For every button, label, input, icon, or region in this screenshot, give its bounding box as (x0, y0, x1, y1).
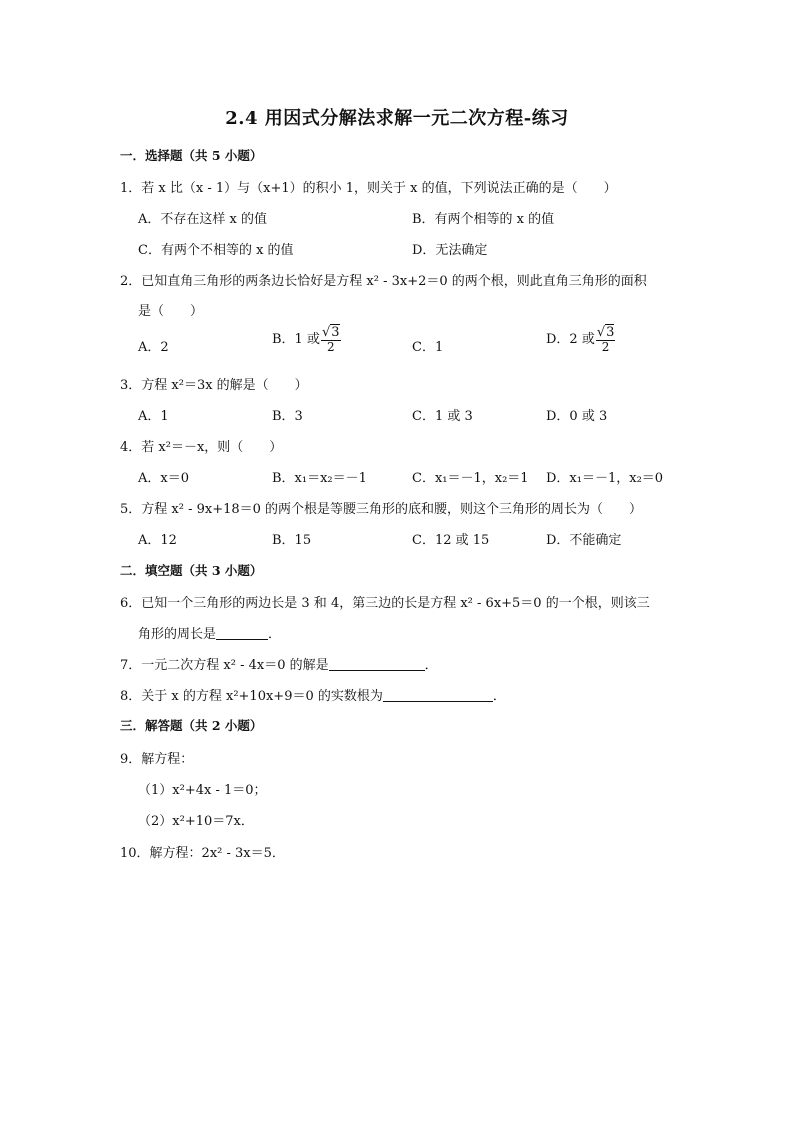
question-3-option-c: C．1 或 3 (412, 409, 473, 424)
question-8-text: 8．关于 x 的方程 x²+10x+9＝0 的实数根为 (120, 689, 383, 704)
question-5-option-b: B．15 (272, 533, 312, 548)
question-2-option-d-prefix: D．2 或 (546, 332, 595, 348)
question-2-option-a: A．2 (138, 340, 169, 355)
question-2-option-b (272, 326, 341, 353)
question-9-part-2: （2）x²+10＝7x． (138, 814, 254, 829)
question-6-end: ． (268, 627, 282, 642)
question-1-stem: 1．若 x 比（x - 1）与（x+1）的积小 1，则关于 x 的值，下列说法正确的是（ ） (120, 181, 617, 196)
answer-blank (216, 627, 268, 640)
question-7-text: 7．一元二次方程 x² - 4x＝0 的解是 (120, 658, 329, 673)
fraction-denominator: 2 (326, 339, 335, 354)
question-5-option-c: C．12 或 15 (412, 533, 490, 548)
question-2-option-b-prefix: B．1 或 (272, 332, 320, 348)
question-4-stem: 4．若 x²＝－x，则（ ） (120, 440, 283, 455)
question-1-option-a: A．不存在这样 x 的值 (138, 212, 267, 227)
question-3-stem: 3．方程 x²＝3x 的解是（ ） (120, 378, 308, 393)
section-heading-fill-blank: 二．填空题（共 3 小题） (120, 563, 263, 578)
question-10-stem: 10．解方程：2x² - 3x＝5． (120, 846, 285, 861)
sqrt3-over-2-fraction: $\frac{√3}{2}$ (321, 325, 340, 354)
question-3-option-d: D．0 或 3 (546, 409, 608, 424)
question-3-option-b: B．3 (272, 409, 303, 424)
section-heading-solve: 三．解答题（共 2 小题） (120, 718, 263, 733)
question-9-stem: 9．解方程： (120, 752, 194, 767)
question-6-stem-line1: 6．已知一个三角形的两边长是 3 和 4，第三边的长是方程 x² - 6x+5＝0 的一个根，则该三 (120, 596, 650, 611)
fraction-denominator: 2 (601, 339, 610, 354)
question-5-option-d: D．不能确定 (546, 533, 622, 548)
question-4-option-b: B．x₁＝x₂＝－1 (272, 471, 367, 486)
question-6-stem-line2 (138, 623, 281, 642)
question-2-stem-line2: 是（ ） (138, 304, 204, 319)
question-5-stem: 5．方程 x² - 9x+18＝0 的两个根是等腰三角形的底和腰，则这个三角形的周长为（ ） (120, 502, 643, 517)
question-7-end: ． (424, 658, 438, 673)
question-7-stem (120, 654, 438, 673)
question-2-option-d (546, 326, 615, 353)
question-2-stem-line1: 2．已知直角三角形的两条边长恰好是方程 x² - 3x+2＝0 的两个根，则此直角三角形的面积 (120, 274, 647, 289)
question-4-option-d: D．x₁＝－1，x₂＝0 (546, 471, 664, 486)
answer-blank (329, 658, 425, 671)
page-title: 2.4 用因式分解法求解一元二次方程-练习 (225, 108, 569, 129)
question-1-option-c: C．有两个不相等的 x 的值 (138, 243, 294, 258)
question-2-option-c: C．1 (412, 340, 444, 355)
question-5-option-a: A．12 (138, 533, 177, 548)
question-4-option-a: A．x＝0 (138, 471, 189, 486)
question-6-text: 角形的周长是 (138, 627, 217, 642)
fraction-numerator: 3 (331, 325, 340, 340)
question-9-part-1: （1）x²+4x - 1＝0； (138, 783, 267, 798)
question-1-option-b: B．有两个相等的 x 的值 (412, 212, 555, 227)
question-3-option-a: A．1 (138, 409, 169, 424)
answer-blank (383, 689, 493, 702)
section-heading-choice: 一．选择题（共 5 小题） (120, 148, 263, 163)
sqrt3-over-2-fraction: $\frac{√3}{2}$ (596, 325, 615, 354)
question-4-option-c: C．x₁＝－1，x₂＝1 (412, 471, 529, 486)
question-1-option-d: D．无法确定 (412, 243, 488, 258)
fraction-numerator: 3 (606, 325, 615, 340)
question-8-stem (120, 685, 506, 704)
question-8-end: ． (492, 689, 506, 704)
